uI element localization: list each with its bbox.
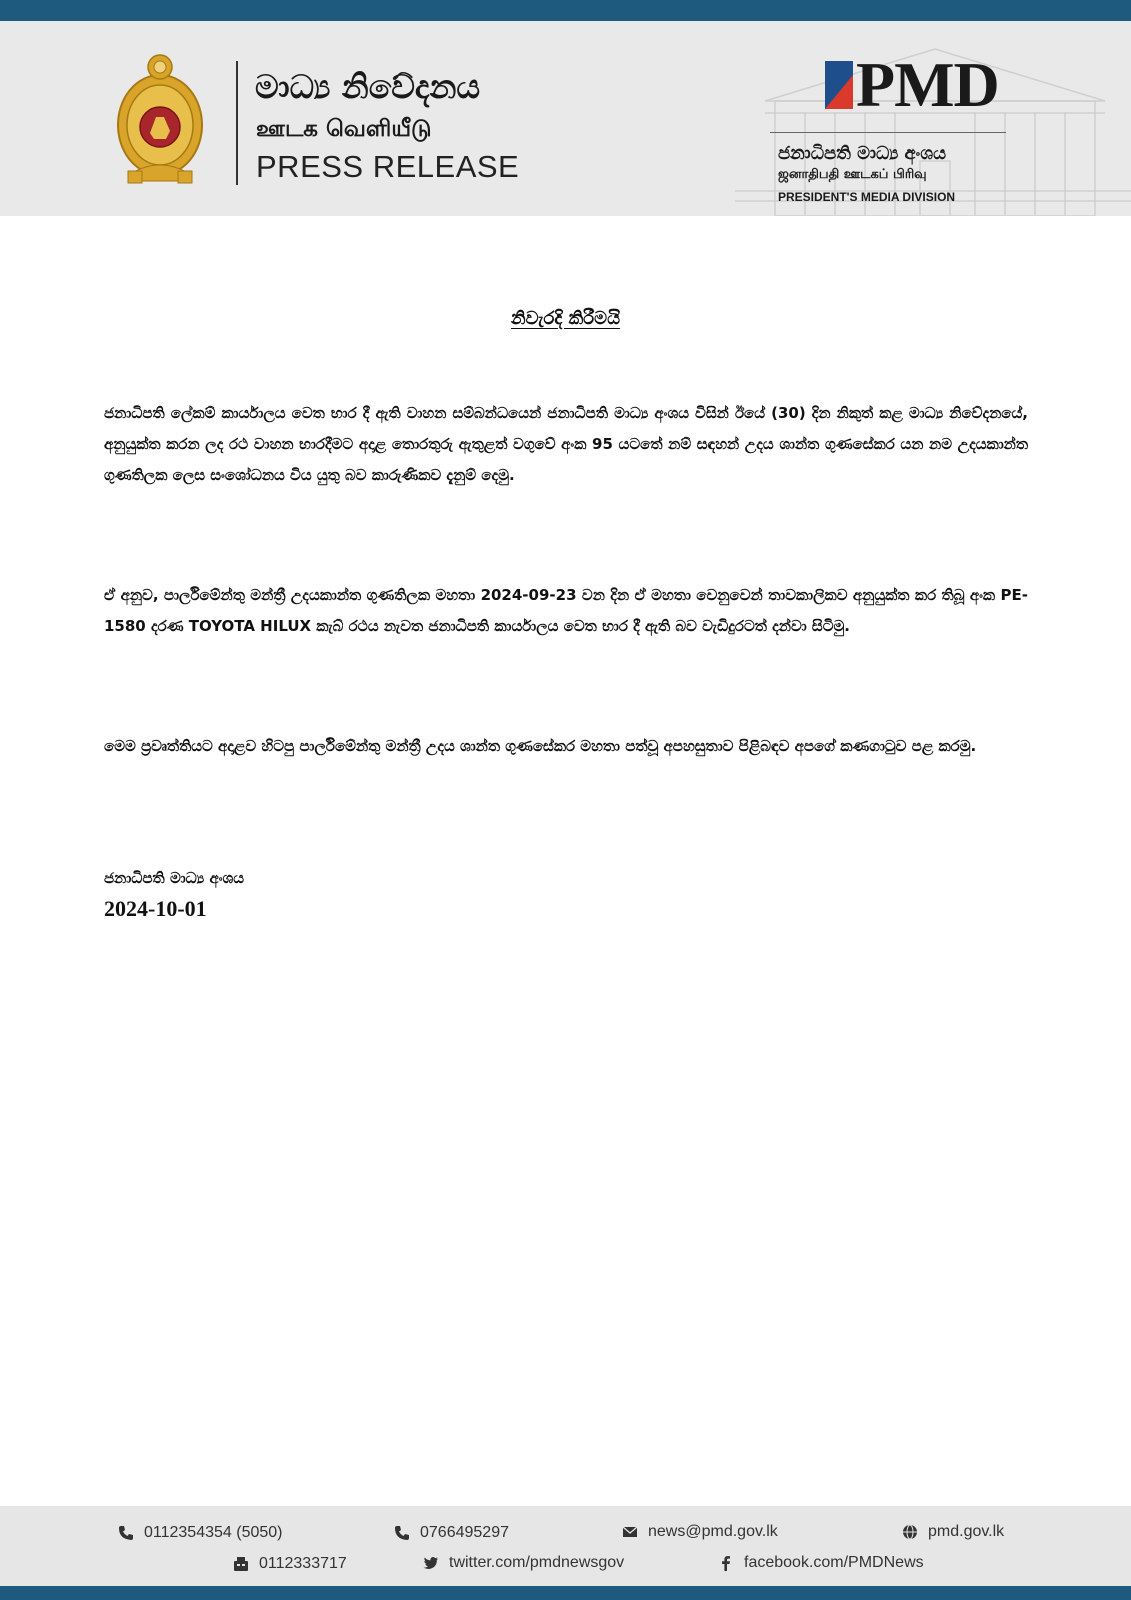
phone-number: 0112354354 (5050): [144, 1524, 283, 1541]
document-title-text: නිවැරදි කිරීමයි: [510, 308, 621, 329]
top-accent-bar: [0, 0, 1131, 21]
document-title: [0, 308, 1131, 329]
fax-number: 0112333717: [259, 1555, 347, 1572]
division-name-tamil: ஜனாதிபதி ஊடகப் பிரிவு: [778, 167, 927, 182]
email-address: news@pmd.gov.lk: [648, 1523, 778, 1540]
pmd-logo: [825, 49, 1005, 123]
twitter-handle: twitter.com/pmdnewsgov: [449, 1554, 625, 1571]
contact-website[interactable]: [902, 1523, 1004, 1541]
release-date: 2024-10-01: [104, 896, 207, 921]
fax-icon: [233, 1556, 249, 1572]
contact-footer: [0, 1506, 1131, 1586]
pmd-logo-mark-icon: [825, 61, 853, 109]
twitter-icon: [423, 1555, 439, 1571]
pmd-divider: [770, 132, 1006, 133]
facebook-page: facebook.com/PMDNews: [744, 1554, 924, 1571]
contact-mobile[interactable]: [394, 1524, 509, 1542]
press-release-title-english: PRESS RELEASE: [256, 149, 520, 184]
body-paragraph-1: ජනාධිපති ලේකම් කාර්යාලය වෙත භාර දී ඇති වාහන සම්බන්ධයෙන් ජනාධිපති මාධ්‍ය අංශය විසින් ඊයේ (30) දින නිකුත් කළ මාධ්‍ය නිවේදනයේ, අනුයුක්ත කරන ලද රථ වාහන භාරදීමට අදාළ තොරතුරු ඇතුළත් වගුවේ අංක 95 යටතේ නම් සඳහන් උදය ශාන්ත ගුණසේකර යන නම උදයකාන්ත ගුණතිලක ලෙස සංශෝධනය විය යුතු බව කාරුණිකව දැනුම් දෙමු.: [104, 404, 1028, 484]
contact-email[interactable]: [622, 1523, 778, 1541]
national-emblem-icon: [112, 53, 208, 185]
bottom-accent-bar: [0, 1586, 1131, 1600]
header-divider: [236, 61, 238, 185]
mail-icon: [622, 1524, 638, 1540]
facebook-icon: [718, 1555, 734, 1571]
contact-phone[interactable]: [118, 1524, 283, 1542]
globe-icon: [902, 1524, 918, 1540]
division-name-sinhala: ජනාධිපති මාධ්‍ය අංශය: [778, 143, 947, 164]
body-paragraph-2: ඒ අනුව, පාර්ලිමේන්තු මන්ත්‍රී උදයකාන්ත ගුණතිලක මහතා 2024-09-23 වන දින ඒ මහතා වෙනුවෙන් තාවකාලිකව අනුයුක්ත කර තිබූ අංක PE-1580 දරණ TOYOTA HILUX කැබ් රථය නැවත ජනාධිපති කාර්යාලය වෙත භාර දී ඇති බව වැඩිදුරටත් දන්වා සිටිමු.: [104, 586, 1028, 635]
letterhead: [0, 21, 1131, 216]
signature-issuer: ජනාධිපති මාධ්‍ය අංශය: [104, 869, 245, 887]
contact-facebook[interactable]: [718, 1554, 924, 1572]
division-name-english: PRESIDENT'S MEDIA DIVISION: [778, 190, 956, 204]
press-release-title-sinhala: මාධ්‍ය නිවේදනය: [255, 67, 481, 106]
website-url: pmd.gov.lk: [928, 1523, 1005, 1540]
phone-icon: [394, 1525, 410, 1541]
contact-twitter[interactable]: [423, 1554, 624, 1572]
press-release-title-tamil: ஊடக வெளியீடு: [256, 116, 432, 142]
body-paragraph-3: මෙම ප්‍රවෘත්තියට අදාළව හිටපු පාර්ලිමේන්තු මන්ත්‍රී උදය ශාන්ත ගුණසේකර මහතා පත්වූ අපහසුතාව පිළිබඳව අපගේ කණගාටුව පළ කරමු.: [104, 737, 977, 755]
phone-icon: [118, 1525, 134, 1541]
pmd-logo-text: PMD: [856, 49, 999, 120]
contact-fax[interactable]: [233, 1555, 347, 1573]
mobile-number: 0766495297: [420, 1524, 509, 1541]
